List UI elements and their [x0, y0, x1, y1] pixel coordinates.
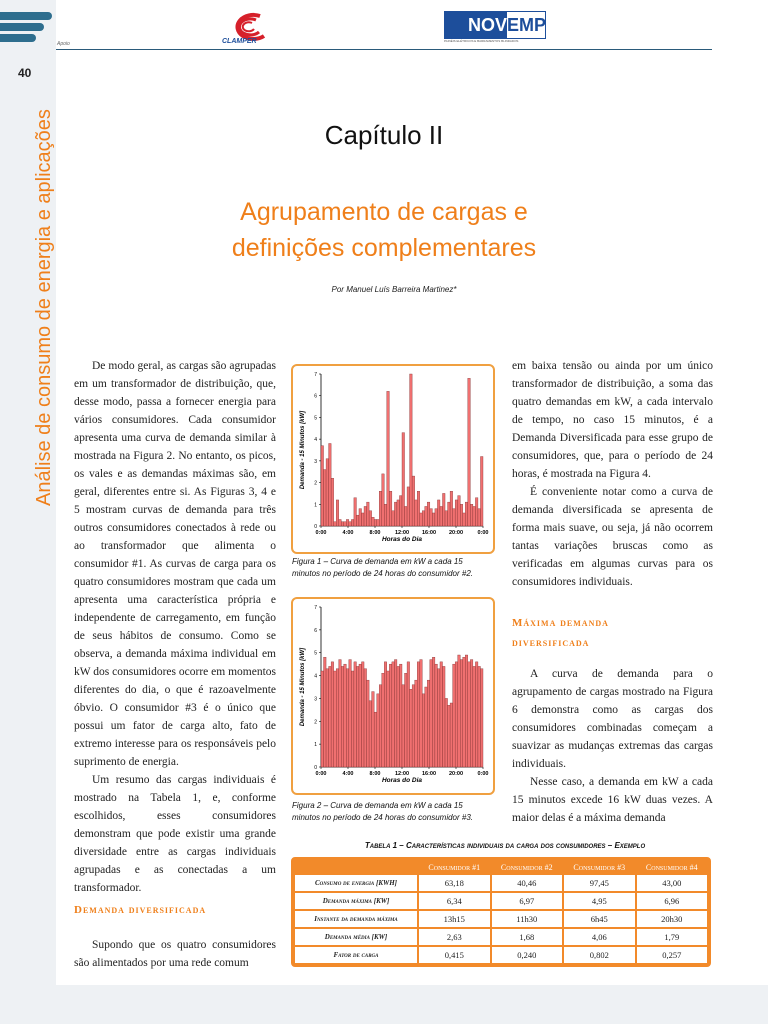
chart-bar [351, 671, 354, 767]
y-tick-label: 3 [314, 696, 317, 703]
chart-bar [468, 378, 471, 526]
chart-bar [344, 664, 347, 767]
chart-bar [445, 698, 448, 767]
chart-bar [336, 669, 339, 767]
table-header-cell: Consumidor #1 [428, 862, 481, 872]
table-cell: 1,68 [491, 928, 564, 946]
header-small-label: Apoio [57, 41, 70, 47]
col1-paragraph-1: De modo geral, as cargas são agrupadas em um transformador de distribuição, que, desse modo, passa a fornecer energia para vários consumidores. Cada consumidor apresenta uma curva de demanda similar à mostrada na Figura 2. No entanto, os picos, os vales e as demandas máximas são, em geral, diferentes entre si. As Figuras 3, 4 e 5 mostram curvas de demanda para três outros consumidores conectados à rede ou ao transformador que alimenta o consumidor #1. As curvas de carga para os quatro consumidores mostram que cada um apresenta uma característica própria e independente de carregamento, em função de seus hábitos de consumo. Como se observa, a demanda máxima individual em kW dos consumidores ocorre em momentos diferentes do dia, o que é razoavelmente óbvio. O consumidor #3 é o único que possui um fator de carga alto, fato de extremo interesse para os responsáveis pelo suprimento de energia. [74, 360, 276, 768]
chart-bar [455, 662, 458, 767]
table-cell: 0,240 [491, 946, 564, 964]
chart-bar [412, 476, 415, 526]
chart-bar [402, 433, 405, 526]
chart-bar [463, 513, 466, 526]
x-tick-label: 8:00 [369, 530, 381, 536]
chart-bar [394, 660, 397, 767]
chart-bar [356, 515, 359, 526]
x-tick-label: 16:00 [421, 530, 437, 536]
chart-bar [397, 500, 400, 526]
table-cell: 20h30 [636, 910, 709, 928]
chart-bar [427, 502, 430, 526]
table-cell: 0,257 [636, 946, 709, 964]
chart-bar [369, 701, 372, 767]
chart-bar [473, 666, 476, 767]
figure-1-caption: Figura 1 – Curva de demanda em kW a cada 15 minutos no período de 24 horas do consumidor #2. [292, 557, 474, 578]
y-tick-label: 1 [314, 502, 317, 509]
x-axis-label: Horas do Dia [381, 536, 423, 543]
x-tick-label: 0:00 [315, 530, 327, 536]
chart-bar [405, 506, 408, 526]
chart-bar [382, 474, 385, 526]
chart-bar [362, 513, 365, 526]
chart-bar [480, 457, 483, 526]
consumers-table [291, 857, 711, 967]
chart-bar [405, 673, 408, 767]
table-row-label: Demanda máxima [KW] [294, 892, 418, 910]
chart-bar [326, 459, 329, 526]
chart-bar [422, 694, 425, 767]
chart-bar [377, 694, 380, 767]
x-tick-label: 16:00 [421, 771, 437, 777]
chart-bar [470, 504, 473, 526]
chart-bar [458, 496, 461, 526]
chart-bar [359, 664, 362, 767]
y-tick-label: 7 [314, 605, 317, 611]
chart-bar [349, 522, 352, 526]
chart-bar [417, 662, 420, 767]
chart-bar [339, 519, 342, 526]
chart-bar [437, 500, 440, 526]
chart-bar [331, 662, 334, 767]
table-header-row [294, 860, 708, 874]
chart-bar [475, 662, 478, 767]
chart-bar [372, 517, 375, 526]
chart-bar [399, 496, 402, 526]
table-row [294, 946, 708, 964]
article-title-line1: Agrupamento de cargas e [240, 198, 528, 226]
chart-bar [440, 506, 443, 526]
table-row-label: Instante da demanda máxima [294, 910, 418, 928]
x-tick-label: 20:00 [448, 771, 464, 777]
y-tick-label: 4 [314, 673, 317, 680]
chart-bar [437, 669, 440, 767]
chart-bar [362, 662, 365, 767]
table-cell: 11h30 [491, 910, 564, 928]
chart-bar [394, 502, 397, 526]
chart-bar [329, 443, 332, 526]
chart-bar [364, 506, 367, 526]
page-number: 40 [18, 66, 32, 80]
chart-bar [389, 664, 392, 767]
figure-2-frame [291, 597, 495, 795]
chart-bar [480, 669, 483, 767]
chart-bar [346, 519, 349, 526]
chart-bar [387, 671, 390, 767]
chart-bar [349, 660, 352, 767]
chart-bar [410, 689, 413, 767]
novemp-logo-subtitle: PAINÉIS ELÉTRICOS E BARRAMENTOS BLINDADOS [444, 39, 519, 43]
chart-bar [324, 470, 327, 526]
column-3 [512, 357, 713, 591]
chart-bar [334, 522, 337, 526]
chart-bar [341, 666, 344, 767]
chart-bar [463, 657, 466, 767]
table-cell: 6,97 [491, 892, 564, 910]
table-cell: 40,46 [491, 874, 564, 892]
column-1 [74, 357, 276, 897]
novemp-logo [444, 11, 546, 39]
y-tick-label: 3 [314, 458, 317, 465]
chart-bar [329, 666, 332, 767]
y-axis-label: Demanda - 15 Minutos [kW] [300, 647, 306, 727]
header-rule [56, 49, 712, 50]
chart-bar [384, 662, 387, 767]
chart-bar [432, 657, 435, 767]
chart-bar [367, 502, 370, 526]
chart-bar [334, 671, 337, 767]
chart-bar [425, 506, 428, 526]
y-tick-label: 6 [314, 393, 317, 400]
chart-bar [344, 522, 347, 526]
clamper-logo-text: CLAMPER [222, 38, 257, 45]
chart-bar [450, 491, 453, 526]
chart-bar [470, 660, 473, 767]
table-cell: 1,79 [636, 928, 709, 946]
novemp-logo-b: EMP [507, 15, 547, 35]
table-cell: 0,802 [563, 946, 636, 964]
chart-bar [435, 664, 438, 767]
chart-bar [387, 391, 390, 526]
chart-bar [369, 511, 372, 526]
x-tick-label: 8:00 [369, 771, 381, 777]
table-cell: 6h45 [563, 910, 636, 928]
y-tick-label: 0 [314, 524, 317, 530]
chart-bar [410, 374, 413, 526]
chart-bar [351, 519, 354, 526]
table-header-cell [294, 860, 418, 874]
chart-bar [417, 491, 420, 526]
table-header-cell: Consumidor #4 [645, 862, 698, 872]
table-cell: 4,06 [563, 928, 636, 946]
chart-bar [392, 511, 395, 526]
vertical-section-title: Análise de consumo de energia e aplicações [33, 109, 55, 506]
col1-paragraph-2: Um resumo das cargas individuais é mostrado na Tabela 1, e, conforme escolhidos, esses consumidores demonstram que pode existir uma grande diversidade entre as cargas individuais agrupadas e as conectadas a um transformador. [74, 774, 276, 894]
chart-bar [473, 506, 476, 526]
x-axis-label: Horas do Dia [381, 777, 423, 784]
table-row-label: Consumo de energia [KWH] [294, 874, 418, 892]
table-row-label: Demanda média [KW] [294, 928, 418, 946]
chart-bar [420, 513, 423, 526]
chart-bar [430, 509, 433, 526]
chart-bar [374, 712, 377, 767]
col3-paragraph-1: em baixa tensão ou ainda por um único transformador de distribuição, a soma das quatro demandas em kW, a cada intervalo de tempo, no caso 15 minutos, é a Demanda Diversificada para esse grupo de consumidores, que, para o período de 24 horas, é mostrada na Figura 4. [512, 360, 713, 480]
chart-bar [331, 478, 334, 526]
chart-bar [399, 664, 402, 767]
col3-paragraph-4: Nesse caso, a demanda em kW a cada 15 minutos excede 16 kW duas vezes. A maior delas é a máxima demanda [512, 776, 713, 824]
x-tick-label: 12:00 [394, 530, 410, 536]
col3-paragraph-3: A curva de demanda para o agrupamento de cargas mostrado na Figura 6 demonstra como as cargas dos consumidores combinadas começam a suavizar as mudanças extremas das cargas individuais. [512, 668, 713, 770]
x-tick-label: 0:00 [477, 771, 489, 777]
table-cell: 6,34 [418, 892, 491, 910]
table-cell: 43,00 [636, 874, 709, 892]
col1-paragraph-3: Supondo que os quatro consumidores são alimentados por uma rede comum [74, 939, 276, 969]
chart-bar [475, 498, 478, 526]
table-header-cell: Consumidor #3 [573, 862, 626, 872]
chart-bar [324, 657, 327, 767]
y-tick-label: 0 [314, 765, 317, 771]
chart-bar [372, 692, 375, 767]
table-row [294, 928, 708, 946]
section-heading-demanda-diversificada: Demanda diversificada [74, 904, 207, 916]
chart-bar [364, 669, 367, 767]
chart-bar [445, 511, 448, 526]
y-tick-label: 2 [314, 480, 317, 487]
chart-bar [465, 655, 468, 767]
chart-bar [458, 655, 461, 767]
chart-bar [354, 662, 357, 767]
chart-bar [379, 491, 382, 526]
chart-bar [377, 519, 380, 526]
chart-bar [326, 669, 329, 767]
figure-2-chart [293, 599, 493, 793]
table-cell: 63,18 [418, 874, 491, 892]
section-heading-maxima-demanda [512, 613, 609, 653]
chart-bar [448, 502, 451, 526]
chapter-heading: Capítulo II [324, 120, 444, 150]
chart-bar [382, 673, 385, 767]
chart-bar [443, 666, 446, 767]
article-title-line2: definições complementares [231, 234, 537, 262]
chart-bar [448, 705, 451, 767]
chart-bar [450, 703, 453, 767]
y-tick-label: 1 [314, 742, 317, 749]
chart-bar [478, 509, 481, 526]
figure-1-chart [293, 366, 493, 552]
table-cell: 13h15 [418, 910, 491, 928]
chart-bar [321, 446, 324, 526]
chart-bar [420, 660, 423, 767]
chart-bar [415, 500, 418, 526]
y-tick-label: 5 [314, 650, 317, 657]
chart-bar [336, 500, 339, 526]
chart-bar [374, 519, 377, 526]
table-row [294, 892, 708, 910]
x-tick-label: 20:00 [448, 530, 464, 536]
chart-bar [354, 498, 357, 526]
author-line: Por Manuel Luís Barreira Martinez* [331, 285, 457, 294]
x-tick-label: 0:00 [315, 771, 327, 777]
chart-bar [321, 671, 324, 767]
figure-1-frame [291, 364, 495, 554]
chart-bar [389, 491, 392, 526]
chart-bar [460, 660, 463, 767]
y-tick-label: 5 [314, 415, 317, 422]
chart-bar [478, 666, 481, 767]
chart-bar [397, 666, 400, 767]
table-row [294, 874, 708, 892]
article-title [0, 194, 768, 266]
x-tick-label: 0:00 [477, 530, 489, 536]
table-row [294, 910, 708, 928]
chart-bar [422, 511, 425, 526]
chart-bar [430, 660, 433, 767]
chart-bar [435, 509, 438, 526]
table-header-cell: Consumidor #2 [500, 862, 553, 872]
section-heading-line1: Máxima demanda [512, 617, 609, 629]
chart-bar [440, 662, 443, 767]
x-tick-label: 4:00 [342, 771, 354, 777]
x-tick-label: 4:00 [342, 530, 354, 536]
figure-2-caption: Figura 2 – Curva de demanda em kW a cada 15 minutos no período de 24 horas do consumidor #3. [292, 801, 474, 822]
table-cell: 4,95 [563, 892, 636, 910]
chart-bar [415, 680, 418, 767]
chart-bar [346, 669, 349, 767]
section-heading-line2: diversificada [512, 637, 590, 649]
x-tick-label: 12:00 [394, 771, 410, 777]
y-tick-label: 4 [314, 437, 317, 444]
column-3-continued [512, 665, 713, 827]
table-caption: Tabela 1 – Características individuais da carga dos consumidores – Exemplo [364, 841, 646, 850]
y-tick-label: 2 [314, 719, 317, 726]
chart-bar [468, 662, 471, 767]
chart-bar [453, 509, 456, 526]
chart-bar [412, 685, 415, 767]
chart-bar [425, 687, 428, 767]
chart-bar [465, 502, 468, 526]
chart-bar [341, 522, 344, 526]
y-tick-label: 6 [314, 627, 317, 634]
chart-bar [359, 509, 362, 526]
chart-bar [379, 685, 382, 767]
chart-bar [384, 504, 387, 526]
column-1-continued [74, 936, 276, 972]
table-cell: 0,415 [418, 946, 491, 964]
chart-bar [460, 504, 463, 526]
novemp-logo-a: NOV [445, 12, 507, 38]
chart-bar [407, 487, 410, 526]
y-tick-label: 7 [314, 372, 317, 378]
chart-bar [455, 500, 458, 526]
table-row-label: Fator de carga [294, 946, 418, 964]
chart-bar [392, 662, 395, 767]
chart-bar [443, 493, 446, 526]
table-cell: 6,96 [636, 892, 709, 910]
chart-bar [402, 685, 405, 767]
chart-bar [367, 680, 370, 767]
chart-bar [339, 660, 342, 767]
chart-bar [427, 680, 430, 767]
chart-bar [356, 666, 359, 767]
table-cell: 97,45 [563, 874, 636, 892]
col3-paragraph-2: É conveniente notar como a curva de demanda diversificada se apresenta de forma mais suave, ou seja, já não ocorrem tantas variações bruscas como as verificadas em algumas curvas para os consumidores individuais. [512, 486, 713, 588]
chart-bar [407, 662, 410, 767]
table-cell: 2,63 [418, 928, 491, 946]
y-axis-label: Demanda - 15 Minutos [kW] [300, 410, 306, 490]
chart-bar [453, 664, 456, 767]
chart-bar [432, 513, 435, 526]
